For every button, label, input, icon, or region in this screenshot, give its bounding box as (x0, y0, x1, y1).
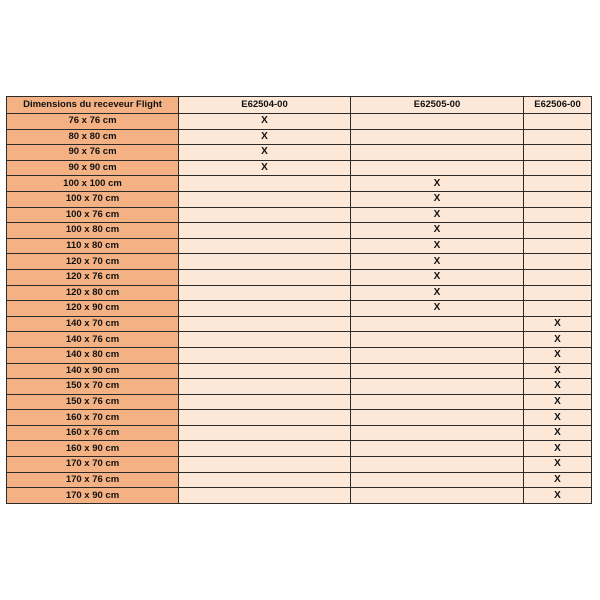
compatibility-mark-cell (351, 379, 524, 395)
table-row (7, 379, 592, 395)
compatibility-mark-cell: X (351, 301, 524, 317)
compatibility-mark-cell (524, 301, 592, 317)
compatibility-mark-cell: X (179, 114, 351, 130)
table-header (7, 97, 592, 114)
table-row (7, 191, 592, 207)
dimension-cell: 76 x 76 cm (7, 114, 179, 130)
dimension-cell: 80 x 80 cm (7, 129, 179, 145)
dimension-cell: 100 x 76 cm (7, 207, 179, 223)
table-row (7, 176, 592, 192)
compatibility-mark-cell (351, 129, 524, 145)
dimension-cell: 140 x 90 cm (7, 363, 179, 379)
compatibility-mark-cell (179, 410, 351, 426)
compatibility-mark-cell (351, 363, 524, 379)
compatibility-mark-cell: X (351, 191, 524, 207)
compatibility-mark-cell (351, 441, 524, 457)
compatibility-mark-cell (524, 254, 592, 270)
table-row (7, 472, 592, 488)
compatibility-mark-cell (179, 379, 351, 395)
dimension-cell: 100 x 80 cm (7, 223, 179, 239)
dimension-cell: 120 x 76 cm (7, 269, 179, 285)
table-row (7, 114, 592, 130)
dimension-cell: 100 x 100 cm (7, 176, 179, 192)
compatibility-mark-cell (351, 114, 524, 130)
dimension-cell: 150 x 76 cm (7, 394, 179, 410)
table-row (7, 394, 592, 410)
dimension-cell: 160 x 90 cm (7, 441, 179, 457)
table-row (7, 238, 592, 254)
table-row (7, 457, 592, 473)
compatibility-mark-cell (524, 114, 592, 130)
compatibility-mark-cell (524, 207, 592, 223)
compatibility-mark-cell (524, 191, 592, 207)
compatibility-mark-cell (179, 254, 351, 270)
compatibility-mark-cell (179, 441, 351, 457)
dimension-cell: 110 x 80 cm (7, 238, 179, 254)
compatibility-mark-cell (179, 269, 351, 285)
table-row (7, 441, 592, 457)
compatibility-mark-cell: X (524, 410, 592, 426)
compatibility-table (6, 96, 592, 504)
dimension-cell: 90 x 90 cm (7, 160, 179, 176)
table-body (7, 114, 592, 504)
dimension-cell: 150 x 70 cm (7, 379, 179, 395)
dimension-cell: 170 x 70 cm (7, 457, 179, 473)
compatibility-mark-cell (179, 285, 351, 301)
dimension-cell: 90 x 76 cm (7, 145, 179, 161)
table-row (7, 160, 592, 176)
compatibility-mark-cell (524, 285, 592, 301)
dimension-cell: 120 x 80 cm (7, 285, 179, 301)
compatibility-mark-cell (179, 347, 351, 363)
compatibility-mark-cell: X (179, 160, 351, 176)
compatibility-mark-cell (351, 316, 524, 332)
compatibility-mark-cell (351, 472, 524, 488)
compatibility-mark-cell: X (524, 472, 592, 488)
table-row (7, 207, 592, 223)
compatibility-mark-cell: X (351, 207, 524, 223)
compatibility-mark-cell (179, 176, 351, 192)
table-row (7, 316, 592, 332)
compatibility-mark-cell (179, 472, 351, 488)
header-e62506: E62506-00 (524, 97, 592, 114)
table-row (7, 332, 592, 348)
dimension-cell: 120 x 70 cm (7, 254, 179, 270)
compatibility-mark-cell (179, 394, 351, 410)
compatibility-mark-cell (524, 145, 592, 161)
compatibility-mark-cell (179, 332, 351, 348)
compatibility-mark-cell (351, 160, 524, 176)
header-e62505: E62505-00 (351, 97, 524, 114)
compatibility-table-container (6, 96, 591, 504)
dimension-cell: 140 x 70 cm (7, 316, 179, 332)
dimension-cell: 160 x 76 cm (7, 425, 179, 441)
compatibility-mark-cell (524, 160, 592, 176)
dimension-cell: 170 x 90 cm (7, 488, 179, 504)
dimension-cell: 100 x 70 cm (7, 191, 179, 207)
table-row (7, 285, 592, 301)
compatibility-mark-cell (179, 363, 351, 379)
table-row (7, 223, 592, 239)
compatibility-mark-cell (351, 394, 524, 410)
compatibility-mark-cell: X (524, 363, 592, 379)
table-row (7, 410, 592, 426)
dimension-cell: 120 x 90 cm (7, 301, 179, 317)
compatibility-mark-cell: X (524, 332, 592, 348)
compatibility-mark-cell (179, 425, 351, 441)
compatibility-mark-cell (351, 145, 524, 161)
compatibility-mark-cell (179, 301, 351, 317)
header-dimensions: Dimensions du receveur Flight (7, 97, 179, 114)
compatibility-mark-cell: X (524, 488, 592, 504)
compatibility-mark-cell: X (351, 223, 524, 239)
compatibility-mark-cell: X (524, 457, 592, 473)
compatibility-mark-cell (351, 410, 524, 426)
compatibility-mark-cell (179, 488, 351, 504)
header-row (7, 97, 592, 114)
table-row (7, 129, 592, 145)
table-row (7, 488, 592, 504)
compatibility-mark-cell (351, 488, 524, 504)
compatibility-mark-cell: X (524, 441, 592, 457)
header-e62504: E62504-00 (179, 97, 351, 114)
compatibility-mark-cell (179, 191, 351, 207)
compatibility-mark-cell (351, 332, 524, 348)
compatibility-mark-cell (524, 223, 592, 239)
compatibility-mark-cell: X (351, 254, 524, 270)
compatibility-mark-cell: X (351, 238, 524, 254)
compatibility-mark-cell (524, 129, 592, 145)
compatibility-mark-cell (179, 207, 351, 223)
compatibility-mark-cell: X (524, 394, 592, 410)
compatibility-mark-cell: X (524, 347, 592, 363)
dimension-cell: 160 x 70 cm (7, 410, 179, 426)
table-row (7, 254, 592, 270)
compatibility-mark-cell: X (179, 129, 351, 145)
compatibility-mark-cell (524, 176, 592, 192)
table-row (7, 363, 592, 379)
table-row (7, 301, 592, 317)
compatibility-mark-cell: X (351, 285, 524, 301)
compatibility-mark-cell (179, 223, 351, 239)
compatibility-mark-cell: X (351, 176, 524, 192)
table-row (7, 347, 592, 363)
compatibility-mark-cell: X (524, 425, 592, 441)
compatibility-mark-cell: X (524, 379, 592, 395)
compatibility-mark-cell: X (351, 269, 524, 285)
table-row (7, 269, 592, 285)
compatibility-mark-cell (351, 425, 524, 441)
compatibility-mark-cell (524, 238, 592, 254)
table-row (7, 145, 592, 161)
compatibility-mark-cell (524, 269, 592, 285)
dimension-cell: 140 x 76 cm (7, 332, 179, 348)
compatibility-mark-cell (351, 457, 524, 473)
table-row (7, 425, 592, 441)
dimension-cell: 140 x 80 cm (7, 347, 179, 363)
compatibility-mark-cell (179, 316, 351, 332)
dimension-cell: 170 x 76 cm (7, 472, 179, 488)
compatibility-mark-cell (351, 347, 524, 363)
compatibility-mark-cell: X (179, 145, 351, 161)
compatibility-mark-cell (179, 457, 351, 473)
compatibility-mark-cell (179, 238, 351, 254)
compatibility-mark-cell: X (524, 316, 592, 332)
